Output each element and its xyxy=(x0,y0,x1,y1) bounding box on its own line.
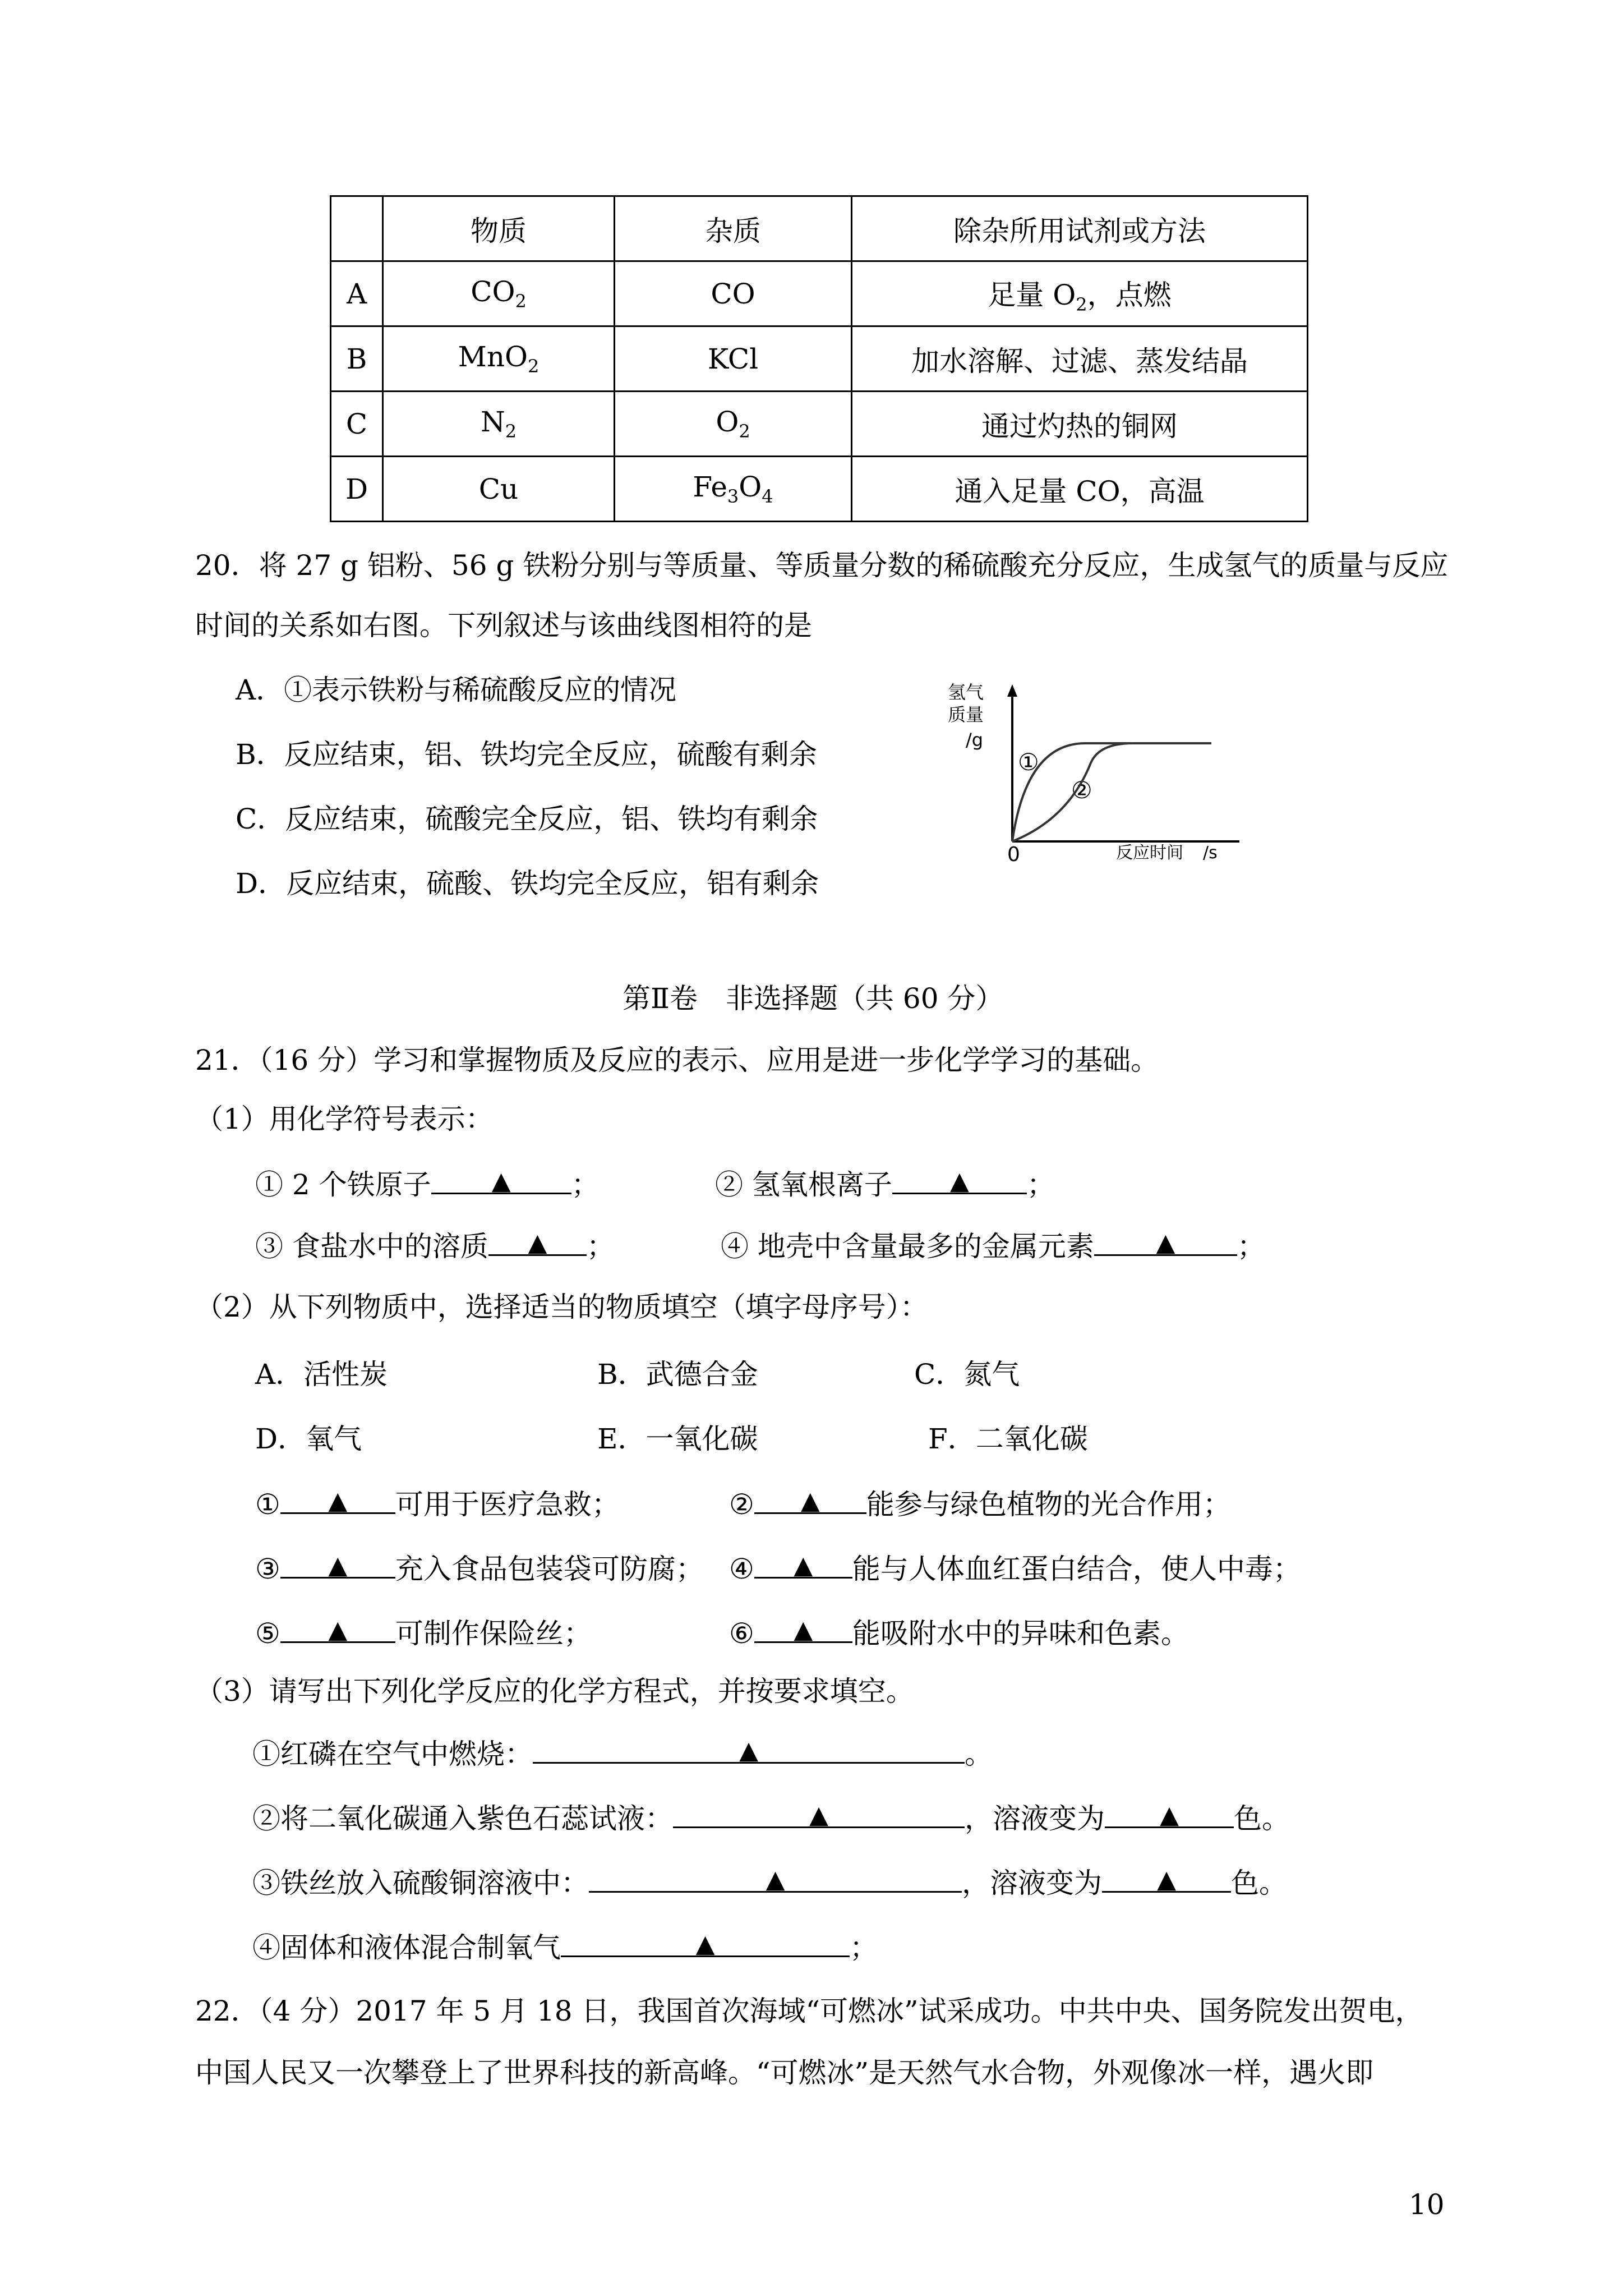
answer-blank[interactable] xyxy=(488,1228,587,1256)
fill-item: ① ▲ 可用于医疗急救； xyxy=(255,1487,620,1521)
triangle-icon: ▲ xyxy=(328,1551,348,1580)
triangle-icon: ▲ xyxy=(949,1167,969,1195)
table-header-row xyxy=(331,196,1308,261)
impurity-cell: $O_2$ xyxy=(615,392,852,457)
q21-intro: 21．（16 分）学习和掌握物质及反应的表示、应用是进一步化学学习的基础。 xyxy=(195,1044,1159,1076)
q20-stem-line1: 20．将 27 g 铝粉、56 g 铁粉分别与等质量、等质量分数的稀硫酸充分反应，生成氢气的质量与反应 xyxy=(195,549,1449,582)
answer-blank[interactable] xyxy=(533,1736,965,1764)
triangle-icon: ▲ xyxy=(528,1228,547,1257)
answer-blank[interactable] xyxy=(1102,1865,1231,1893)
triangle-icon: ▲ xyxy=(328,1616,348,1644)
page-number: 10 xyxy=(1409,2188,1445,2221)
q22-line1: 22．（4 分）2017 年 5 月 18 日，我国首次海域“可燃冰”试采成功。中共中央、国务院发出贺电， xyxy=(195,1995,1423,2027)
graph-ylabel-1: 氢气 xyxy=(948,682,984,703)
graph-yunit: /g xyxy=(966,729,984,751)
triangle-icon: ▲ xyxy=(1160,1801,1179,1829)
answer-blank[interactable] xyxy=(754,1551,852,1579)
method-cell: 加水溶解、过滤、蒸发结晶 xyxy=(852,326,1308,392)
method-cell: 足量 $O_2$，点燃 xyxy=(852,261,1308,326)
equation-4: ④固体和液体混合制氧气 ▲ ； xyxy=(252,1930,878,1964)
q21-part2-title: （2）从下列物质中，选择适当的物质填空（填字母序号）： xyxy=(195,1291,928,1323)
substance-cell: $CO_2$ xyxy=(383,261,615,326)
answer-blank[interactable] xyxy=(673,1801,965,1828)
fill-item: ⑤ ▲ 可制作保险丝； xyxy=(255,1616,592,1650)
table-header-cell: 除杂所用试剂或方法 xyxy=(852,196,1308,261)
triangle-icon: ▲ xyxy=(491,1167,511,1195)
graph-ylabel-2: 质量 xyxy=(948,704,984,725)
triangle-icon: ▲ xyxy=(1156,1228,1175,1257)
answer-blank[interactable] xyxy=(561,1930,850,1957)
table-header-cell: 物质 xyxy=(383,196,615,261)
q20-stem-line2: 时间的关系如右图。下列叙述与该曲线图相符的是 xyxy=(195,609,812,642)
table-row xyxy=(331,457,1308,522)
equation-1: ①红磷在空气中燃烧： ▲ 。 xyxy=(252,1736,993,1771)
curve2-label: ② xyxy=(1071,776,1092,804)
graph-origin: 0 xyxy=(1007,843,1020,866)
q20-option-b: B．反应结束，铝、铁均完全反应，硫酸有剩余 xyxy=(236,738,817,771)
answer-blank[interactable] xyxy=(589,1865,962,1893)
triangle-icon: ▲ xyxy=(766,1865,785,1894)
triangle-icon: ▲ xyxy=(1157,1865,1176,1894)
fill-item: ② ▲ 能参与绿色植物的光合作用； xyxy=(729,1487,1231,1521)
q20-option-d: D．反应结束，硫酸、铁均完全反应，铝有剩余 xyxy=(236,867,819,900)
q21-1-2: ② 氢氧根离子 ▲ ； xyxy=(715,1167,1055,1202)
answer-blank[interactable] xyxy=(1094,1228,1237,1256)
fill-item: ④ ▲ 能与人体血红蛋白结合，使人中毒； xyxy=(729,1551,1301,1586)
triangle-icon: ▲ xyxy=(794,1616,813,1644)
impurity-cell: $Fe_3O_4$ xyxy=(615,457,852,522)
q21-1-4: ④ 地壳中含量最多的金属元素 ▲ ； xyxy=(721,1228,1265,1263)
impurity-cell: KCl xyxy=(615,326,852,392)
graph-xunit: /s xyxy=(1203,843,1218,863)
method-cell: 通入足量 CO，高温 xyxy=(852,457,1308,522)
row-label: B xyxy=(331,326,383,392)
triangle-icon: ▲ xyxy=(809,1801,828,1829)
substance-cell: MnO$_2$ xyxy=(383,326,615,392)
q21-part3-title: （3）请写出下列化学反应的化学方程式，并按要求填空。 xyxy=(195,1675,914,1708)
answer-blank[interactable] xyxy=(280,1551,395,1579)
row-label: A xyxy=(331,261,383,326)
equation-3: ③铁丝放入硫酸铜溶液中： ▲ ，溶液变为 ▲ 色。 xyxy=(252,1865,1287,1900)
graph-xlabel: 反应时间 xyxy=(1116,843,1183,863)
q21-part1-title: （1）用化学符号表示： xyxy=(195,1103,494,1135)
row-label: D xyxy=(331,457,383,522)
triangle-icon: ▲ xyxy=(328,1487,348,1515)
substance-cell: Cu xyxy=(383,457,615,522)
q20-option-c: C．反应结束，硫酸完全反应，铝、铁均有剩余 xyxy=(236,803,818,835)
impurity-cell: CO xyxy=(615,261,852,326)
q22-line2: 中国人民又一次攀登上了世界科技的新高峰。“可燃冰”是天然气水合物，外观像冰一样，遇火即 xyxy=(195,2056,1374,2089)
table-row xyxy=(331,261,1308,326)
choice-b: B．武德合金 xyxy=(597,1358,758,1391)
answer-blank[interactable] xyxy=(280,1616,395,1643)
answer-blank[interactable] xyxy=(431,1167,571,1194)
q21-1-1: ① 2 个铁原子 ▲ ； xyxy=(255,1167,600,1202)
substance-cell: $N_2$ xyxy=(383,392,615,457)
choice-a: A．活性炭 xyxy=(255,1358,388,1391)
hydrogen-mass-graph xyxy=(948,679,1262,869)
table-header-cell xyxy=(331,196,383,261)
choice-c: C．氮气 xyxy=(914,1358,1020,1391)
choice-d: D．氧气 xyxy=(255,1423,362,1455)
choice-e: E．一氧化碳 xyxy=(597,1423,758,1455)
q21-1-3: ③ 食盐水中的溶质 ▲ ； xyxy=(255,1228,615,1263)
triangle-icon: ▲ xyxy=(695,1930,715,1958)
triangle-icon: ▲ xyxy=(794,1551,813,1580)
answer-blank[interactable] xyxy=(754,1487,866,1514)
choice-f: F．二氧化碳 xyxy=(928,1423,1088,1455)
answer-blank[interactable] xyxy=(892,1167,1027,1194)
answer-blank[interactable] xyxy=(1105,1801,1234,1828)
answer-blank[interactable] xyxy=(280,1487,395,1514)
triangle-icon: ▲ xyxy=(739,1736,758,1765)
method-cell: 通过灼热的铜网 xyxy=(852,392,1308,457)
q20-option-a: A．①表示铁粉与稀硫酸反应的情况 xyxy=(236,674,677,706)
answer-blank[interactable] xyxy=(754,1616,852,1643)
fill-item: ⑥ ▲ 能吸附水中的异味和色素。 xyxy=(729,1616,1189,1650)
impurity-removal-table xyxy=(330,195,1308,522)
y-axis-arrow-icon xyxy=(1007,684,1017,697)
table-header-cell: 杂质 xyxy=(615,196,852,261)
row-label: C xyxy=(331,392,383,457)
fill-item: ③ ▲ 充入食品包装袋可防腐； xyxy=(255,1551,704,1586)
triangle-icon: ▲ xyxy=(800,1487,820,1515)
curve1-label: ① xyxy=(1018,748,1039,776)
section-title: 第Ⅱ卷 非选择题（共 60 分） xyxy=(623,982,1004,1015)
table-row xyxy=(331,326,1308,392)
table-row xyxy=(331,392,1308,457)
equation-2: ②将二氧化碳通入紫色石蕊试液： ▲ ，溶液变为 ▲ 色。 xyxy=(252,1801,1290,1835)
